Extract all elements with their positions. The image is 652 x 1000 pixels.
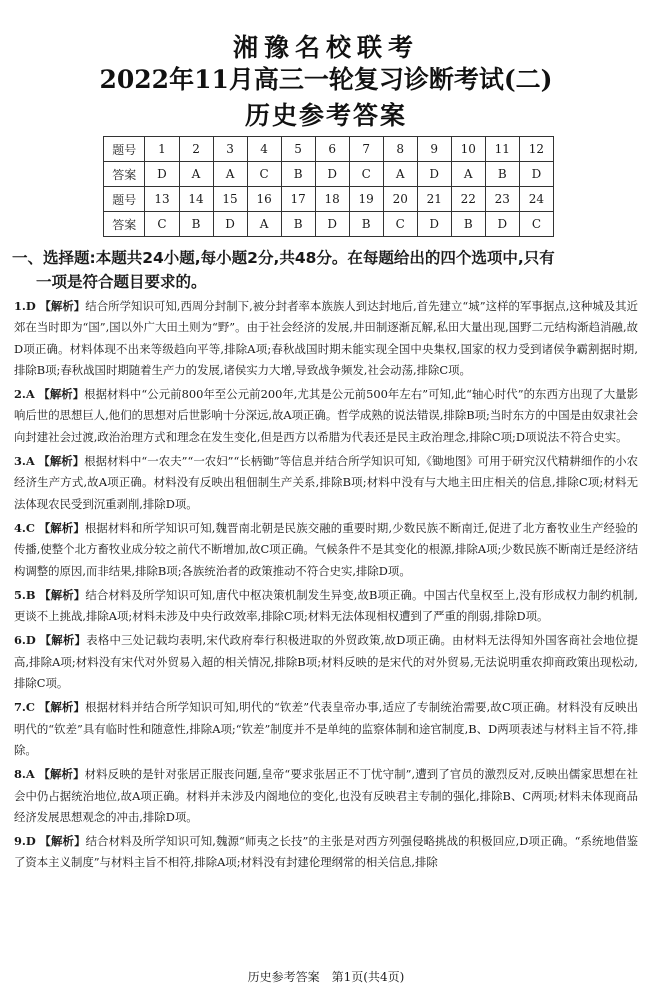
explanation-item	[14, 697, 638, 761]
question-number-cell: 2	[179, 137, 213, 162]
question-number-cell: 1	[145, 137, 179, 162]
explanation-item	[14, 296, 638, 381]
analysis-tag: 【解析】	[38, 454, 85, 469]
answer-cell: C	[519, 212, 553, 237]
explanation-item	[14, 451, 638, 515]
analysis-tag: 【解析】	[39, 587, 86, 602]
answer-cell: B	[349, 212, 383, 237]
question-number-cell: 7	[349, 137, 383, 162]
question-number-cell: 4	[247, 137, 281, 162]
question-number-cell: 17	[281, 187, 315, 212]
answer-cell: A	[179, 162, 213, 187]
question-number-cell: 13	[145, 187, 179, 212]
question-number-cell: 18	[315, 187, 349, 212]
answer-cell: D	[485, 212, 519, 237]
item-text: 表格中三处记载均表明,宋代政府奉行积极进取的外贸政策,故D项正确。由材料无法得知外国客商社会地位提高,排除A项;材料没有宋代对外贸易入超的相关情况,排除B项;材料反映的是宋代的对外贸易,无法说明重农抑商政策出现松动,排除C项。	[14, 633, 638, 691]
item-text: 结合所学知识可知,西周分封制下,被分封者率本族族人到达封地后,首先建立“城”这样的军事据点,这种城及其近郊在当时即为“国”,国以外广大田土则为“野”。由于社会经济的发展,井田制逐渐瓦解,私田大量出现,国野二元结构渐趋消融,故D项正确。材料体现不出来等级趋向平等,排除A项;春秋战国时期未能实现全国中央集权,国家的权力受到诸侯争霸割据时期,排除B项;春秋战国时期随着生产力的发展,诸侯实力大增,导致战争频发,社会动荡,排除C项。	[14, 299, 638, 377]
explanation-item	[14, 384, 638, 448]
answer-cell: C	[145, 212, 179, 237]
row-label-answer: 答案	[104, 212, 145, 237]
row-label-question: 题号	[104, 137, 145, 162]
analysis-tag: 【解析】	[39, 834, 86, 849]
answer-cell: B	[451, 212, 485, 237]
answer-cell: B	[485, 162, 519, 187]
answer-table-question-row	[104, 137, 554, 162]
item-text: 结合材料及所学知识可知,魏源“师夷之长技”的主张是对西方列强侵略挑战的积极回应,D项正确。“系统地借鉴了资本主义制度”与材料主旨不相符,排除A项;材料没有封建伦理纲常的相关信息,排除	[14, 834, 638, 870]
analysis-tag: 【解析】	[38, 520, 85, 535]
question-number-cell: 12	[519, 137, 553, 162]
item-number: 8.A	[14, 767, 35, 782]
item-text: 根据材料并结合所学知识可知,明代的“钦差”代表皇帝办事,适应了专制统治需要,故C项正确。材料没有反映出明代的“钦差”具有临时性和随意性,排除A项;“钦差”制度并不是单纯的监察体制和途官制度,B、D两项表述与材料主旨不符,排除。	[14, 700, 638, 757]
question-number-cell: 22	[451, 187, 485, 212]
answer-cell: C	[383, 212, 417, 237]
explanation-list	[14, 296, 638, 877]
answer-cell: C	[349, 162, 383, 187]
explanation-item	[14, 518, 638, 582]
question-number-cell: 21	[417, 187, 451, 212]
question-number-cell: 14	[179, 187, 213, 212]
analysis-tag: 【解析】	[39, 633, 87, 648]
answer-cell: A	[383, 162, 417, 187]
item-number: 7.C	[14, 700, 35, 715]
answer-cell: D	[213, 212, 247, 237]
question-number-cell: 11	[485, 137, 519, 162]
exam-name-title: 2022年11月高三一轮复习诊断考试(二)	[99, 65, 553, 94]
question-number-cell: 6	[315, 137, 349, 162]
answer-table-answer-row	[104, 212, 554, 237]
explanation-item	[14, 630, 638, 694]
analysis-tag: 【解析】	[38, 700, 86, 715]
analysis-tag: 【解析】	[38, 767, 85, 782]
item-number: 6.D	[14, 633, 36, 648]
answer-table	[103, 136, 554, 237]
answer-cell: B	[281, 212, 315, 237]
item-text: 结合材料及所学知识可知,唐代中枢决策机制发生异变,故B项正确。中国古代皇权至上,没有形成权力制约机制,更谈不上挑战,排除A项;材料未涉及中央行政效率,排除C项;材料无法体现相权遭到了严重的削弱,排除D项。	[14, 587, 638, 624]
question-number-cell: 8	[383, 137, 417, 162]
answer-table-answer-row	[104, 162, 554, 187]
question-number-cell: 16	[247, 187, 281, 212]
item-text: 根据材料中“一农夫”“一农妇”“长柄锄”等信息并结合所学知识可知,《锄地图》可用于研究汉代精耕细作的小农经济生产方式,故A项正确。材料没有反映出租佃制生产关系,排除B项;材料中没有与大地主田庄相关的信息,排除C项;材料无法体现农民受到沉重剥削,排除D项。	[14, 454, 638, 511]
answer-cell: D	[315, 162, 349, 187]
answer-cell: D	[519, 162, 553, 187]
document-title: 历史参考答案	[244, 101, 407, 130]
question-number-cell: 15	[213, 187, 247, 212]
answer-cell: D	[145, 162, 179, 187]
explanation-item	[14, 831, 638, 874]
question-number-cell: 5	[281, 137, 315, 162]
section-heading-line: 一、选择题:本题共24小题,每小题2分,共48分。在每题给出的四个选项中,只有	[12, 249, 555, 267]
question-number-cell: 9	[417, 137, 451, 162]
answer-cell: A	[213, 162, 247, 187]
item-number: 3.A	[14, 454, 35, 469]
answer-table-question-row	[104, 187, 554, 212]
answer-cell: A	[451, 162, 485, 187]
section-heading	[12, 246, 642, 294]
question-number-cell: 10	[451, 137, 485, 162]
question-number-cell: 19	[349, 187, 383, 212]
answer-cell: A	[247, 212, 281, 237]
row-label-answer: 答案	[104, 162, 145, 187]
analysis-tag: 【解析】	[38, 387, 85, 402]
answer-cell: D	[417, 162, 451, 187]
question-number-cell: 23	[485, 187, 519, 212]
page-footer: 历史参考答案 第1页(共4页)	[247, 970, 405, 984]
item-number: 1.D	[14, 299, 36, 313]
section-heading-line: 一项是符合题目要求的。	[36, 273, 207, 291]
item-number: 5.B	[14, 587, 36, 602]
analysis-tag: 【解析】	[39, 299, 86, 313]
answer-cell: D	[315, 212, 349, 237]
explanation-item	[14, 585, 638, 628]
item-number: 2.A	[14, 387, 35, 402]
item-number: 9.D	[14, 834, 36, 849]
item-number: 4.C	[14, 520, 35, 535]
answer-cell: D	[417, 212, 451, 237]
row-label-question: 题号	[104, 187, 145, 212]
question-number-cell: 20	[383, 187, 417, 212]
exam-org-title: 湘豫名校联考	[232, 33, 419, 62]
answer-cell: C	[247, 162, 281, 187]
answer-cell: B	[179, 212, 213, 237]
item-text: 根据材料中“公元前800年至公元前200年,尤其是公元前500年左右”可知,此“轴心时代”的东西方出现了大量影响后世的思想巨人,他们的思想对后世影响十分深远,故A项正确。哲学成熟的说法错误,排除B项;当时东方的中国是由奴隶社会向封建社会过渡,政治治理方式和理念在发生变化,但是西方以希腊为代表还是民主政治理念,排除C项;D项说法不符合史实。	[14, 387, 638, 444]
question-number-cell: 3	[213, 137, 247, 162]
item-text: 材料反映的是针对张居正服丧问题,皇帝“要求张居正不丁忧守制”,遭到了官员的激烈反对,反映出儒家思想在社会中仍占据统治地位,故A项正确。材料并未涉及内阁地位的变化,也没有反映君主专制的强化,排除B、C两项;材料未体现商品经济发展思想观念的冲击,排除D项。	[14, 767, 638, 824]
explanation-item	[14, 764, 638, 828]
question-number-cell: 24	[519, 187, 553, 212]
item-text: 根据材料和所学知识可知,魏晋南北朝是民族交融的重要时期,少数民族不断南迁,促进了北方畜牧业生产经验的传播,使整个北方畜牧业成分较之前代不断增加,故C项正确。气候条件不是其变化的根源,排除A项;少数民族不断南迁是经济结构调整的原因,而非结果,排除B项;各族统治者的政策推动不符合史实,排除D项。	[14, 520, 638, 578]
answer-cell: B	[281, 162, 315, 187]
